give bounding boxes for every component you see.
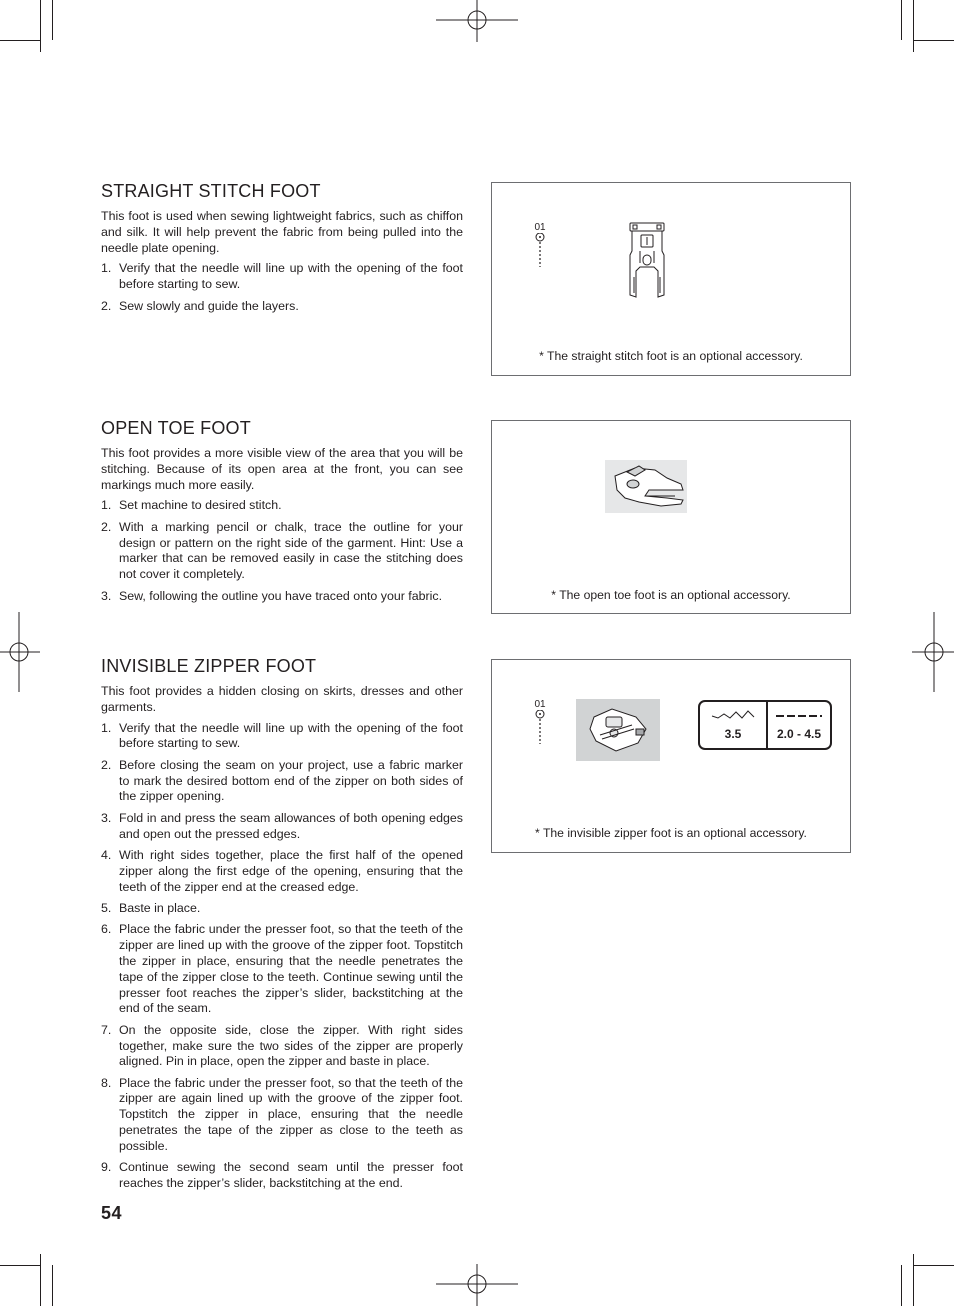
invisible-zipper-foot-icon: [576, 699, 660, 761]
registration-mark-left: [0, 612, 40, 692]
section-straight-stitch-foot: [101, 181, 463, 320]
section-title: OPEN TOE FOOT: [101, 418, 251, 438]
list-item: 1. Verify that the needle will line up with the opening of the foot before starting to sew.: [101, 261, 463, 292]
straight-stitch-foot-icon: [626, 221, 668, 299]
steps-list: [101, 261, 463, 314]
figure-box-open-toe: [491, 420, 851, 614]
registration-mark-bottom: [436, 1264, 518, 1306]
needle-position-indicator: 01: [530, 223, 550, 272]
foot-photo: [576, 699, 660, 761]
section-title: STRAIGHT STITCH FOOT: [101, 181, 321, 201]
list-item: 4. With right sides together, place the first half of the opened zipper along the first edge of the opening, ensuring that the teeth of the zipper end at the creased edge.: [101, 847, 463, 894]
list-item: 9. Continue sewing the second seam until the presser foot reaches the zipper’s slider, backstitching at the end.: [101, 1160, 463, 1191]
stitch-settings-panel: [698, 700, 832, 750]
registration-mark-right: [912, 612, 954, 692]
list-item: 3. Fold in and press the seam allowances of both opening edges and open out the pressed edges.: [101, 810, 463, 841]
section-invisible-zipper-foot: [101, 656, 463, 1197]
section-intro: This foot provides a more visible view of the area that you will be stitching. Because of its open area at the front, you can see markings much more easily.: [101, 446, 463, 492]
accessory-note: * The invisible zipper foot is an optional accessory.: [535, 826, 807, 840]
figure-box-straight-stitch: [491, 182, 851, 376]
open-toe-foot-icon: [605, 460, 687, 513]
needle-position-icon: [530, 710, 550, 744]
section-intro: This foot is used when sewing lightweight fabrics, such as chiffon and silk. It will help prevent the fabric from being pulled into the needle plate opening.: [101, 209, 463, 255]
steps-list: [101, 721, 463, 1192]
list-item: 7. On the opposite side, close the zipper. With right sides together, make sure the two sides of the zipper are properly aligned. Pin in place, open the zipper and baste in place.: [101, 1022, 463, 1069]
list-item: 2. Sew slowly and guide the layers.: [101, 298, 299, 313]
accessory-note: * The straight stitch foot is an optional accessory.: [539, 349, 803, 363]
list-item: 1. Verify that the needle will line up with the opening of the foot before starting to sew.: [101, 720, 463, 751]
list-item: 6. Place the fabric under the presser foot, so that the teeth of the zipper are lined up with the groove of the zipper foot. Topstitch the zipper in place, ensuring that the needle penetrates the tape of the zipper close to the teeth. Continue sewing until the presser foot reaches the zipper’s slider, backstitching at the end of the seam.: [101, 922, 463, 1016]
list-item: 2. With a marking pencil or chalk, trace the outline for your design or pattern on the right side of the garment. Hint: Use a marker that can be removed easily in case the stitching does not cover it completely.: [101, 519, 463, 582]
registration-mark-top: [436, 0, 518, 42]
list-item: 2. Before closing the seam on your project, use a fabric marker to mark the desired bottom end of the zipper on both sides of the zipper opening.: [101, 757, 463, 804]
section-title: INVISIBLE ZIPPER FOOT: [101, 656, 317, 676]
zigzag-stitch-icon: [710, 708, 756, 722]
foot-photo: [605, 460, 687, 513]
steps-list: [101, 498, 463, 604]
list-item: 8. Place the fabric under the presser foot, so that the teeth of the zipper are again lined up with the groove of the zipper foot. Topstitch the zipper in place, ensuring that the needle penetrates the tape of the zipper as close to the teeth as possible.: [101, 1075, 463, 1153]
accessory-note: * The open toe foot is an optional accessory.: [551, 588, 791, 602]
needle-position-indicator: 01: [530, 700, 550, 749]
stitch-width-value: 3.5: [724, 727, 742, 741]
list-item: 3. Sew, following the outline you have traced onto your fabric.: [101, 588, 443, 603]
list-item: 5. Baste in place.: [101, 900, 201, 915]
stitch-length-value: 2.0 - 4.5: [776, 727, 822, 741]
list-item: 1. Set machine to desired stitch.: [101, 498, 282, 513]
section-intro: This foot provides a hidden closing on skirts, dresses and other garments.: [101, 684, 463, 714]
needle-position-icon: [530, 233, 550, 267]
figure-box-invisible-zipper: [491, 659, 851, 853]
straight-dashed-stitch-icon: [774, 708, 824, 722]
section-open-toe-foot: [101, 418, 463, 610]
page-number: 54: [101, 1203, 123, 1223]
panel-divider: [766, 702, 768, 748]
